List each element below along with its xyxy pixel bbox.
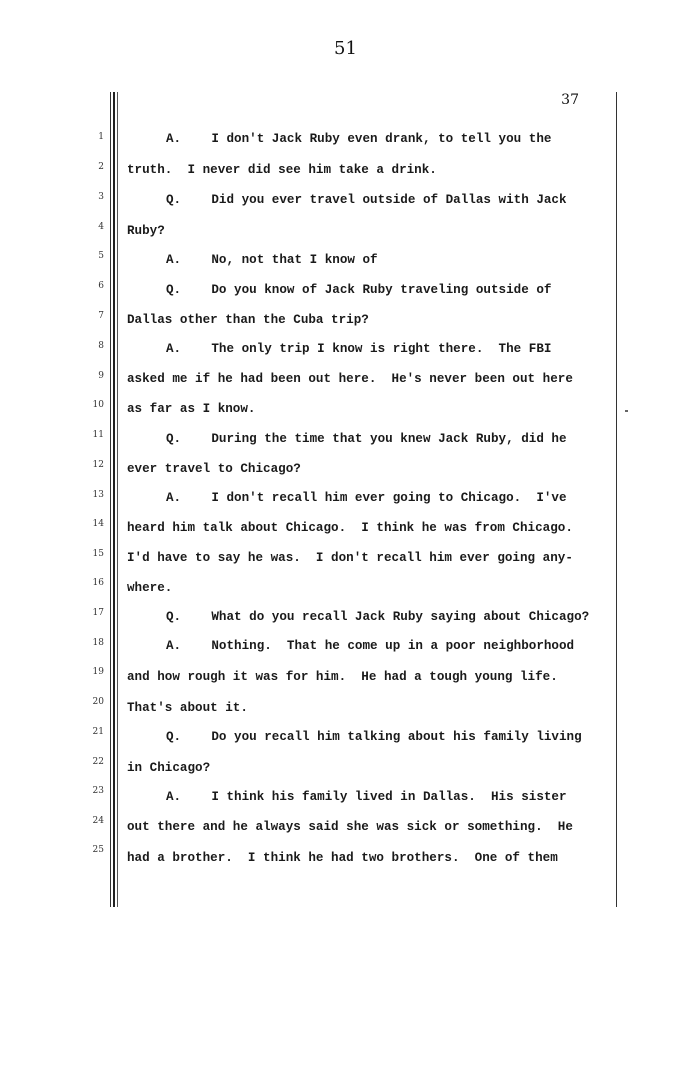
- line-number: 12: [92, 460, 104, 470]
- transcript-line: asked me if he had been out here. He's never been out here: [127, 372, 573, 386]
- line-number: 15: [92, 549, 104, 559]
- transcript-page-number: 37: [561, 92, 579, 108]
- right-margin-rule: [616, 92, 617, 907]
- line-number: 22: [92, 757, 104, 767]
- line-number: 21: [92, 727, 104, 737]
- transcript-line: ever travel to Chicago?: [127, 462, 301, 476]
- transcript-line: I'd have to say he was. I don't recall him ever going any-: [127, 551, 573, 565]
- transcript-line: A. I don't Jack Ruby even drank, to tell you the: [166, 132, 552, 146]
- line-number: 16: [92, 578, 104, 588]
- line-number: 18: [92, 638, 104, 648]
- line-number: 2: [98, 162, 104, 172]
- line-number: 11: [92, 430, 104, 440]
- left-margin-rule: [110, 92, 111, 907]
- line-number: 6: [98, 281, 104, 291]
- line-number: 10: [92, 400, 104, 410]
- transcript-line: A. The only trip I know is right there. The FBI: [166, 342, 552, 356]
- line-number: 9: [98, 371, 104, 381]
- transcript-line: had a brother. I think he had two brothers. One of them: [127, 851, 558, 865]
- line-number: 24: [92, 816, 104, 826]
- line-number: 13: [92, 490, 104, 500]
- transcript-line: Q. Did you ever travel outside of Dallas with Jack: [166, 193, 567, 207]
- transcript-line: Q. What do you recall Jack Ruby saying about Chicago?: [166, 610, 590, 624]
- transcript-line: A. No, not that I know of: [166, 253, 378, 267]
- line-number: 17: [92, 608, 104, 618]
- transcript-line: and how rough it was for him. He had a tough young life.: [127, 670, 558, 684]
- left-margin-rule-double: [113, 92, 115, 907]
- transcript-line: truth. I never did see him take a drink.: [127, 163, 437, 177]
- line-number: 19: [92, 667, 104, 677]
- line-number: 23: [92, 786, 104, 796]
- transcript-line: That's about it.: [127, 701, 248, 715]
- page-number: 51: [334, 38, 357, 59]
- transcript-line: A. Nothing. That he come up in a poor neighborhood: [166, 639, 575, 653]
- scan-speck: [625, 410, 628, 412]
- line-number: 1: [98, 132, 104, 142]
- transcript-line: Q. Do you recall him talking about his family living: [166, 730, 582, 744]
- transcript-line: as far as I know.: [127, 402, 256, 416]
- line-number: 8: [98, 341, 104, 351]
- transcript-line: A. I don't recall him ever going to Chicago. I've: [166, 491, 567, 505]
- transcript-line: A. I think his family lived in Dallas. His sister: [166, 790, 567, 804]
- line-number: 14: [92, 519, 104, 529]
- line-number: 3: [98, 192, 104, 202]
- line-number: 5: [98, 251, 104, 261]
- transcript-line: out there and he always said she was sick or something. He: [127, 820, 573, 834]
- transcript-line: Q. During the time that you knew Jack Ruby, did he: [166, 432, 567, 446]
- transcript-line: Ruby?: [127, 224, 165, 238]
- transcript-line: heard him talk about Chicago. I think he was from Chicago.: [127, 521, 573, 535]
- transcript-line: in Chicago?: [127, 761, 211, 775]
- transcript-line: Dallas other than the Cuba trip?: [127, 313, 369, 327]
- line-number: 25: [92, 845, 104, 855]
- line-number: 20: [92, 697, 104, 707]
- left-margin-rule-inner: [117, 92, 118, 907]
- transcript-line: Q. Do you know of Jack Ruby traveling outside of: [166, 283, 552, 297]
- transcript-line: where.: [127, 581, 173, 595]
- line-number: 4: [98, 222, 104, 232]
- line-number: 7: [98, 311, 104, 321]
